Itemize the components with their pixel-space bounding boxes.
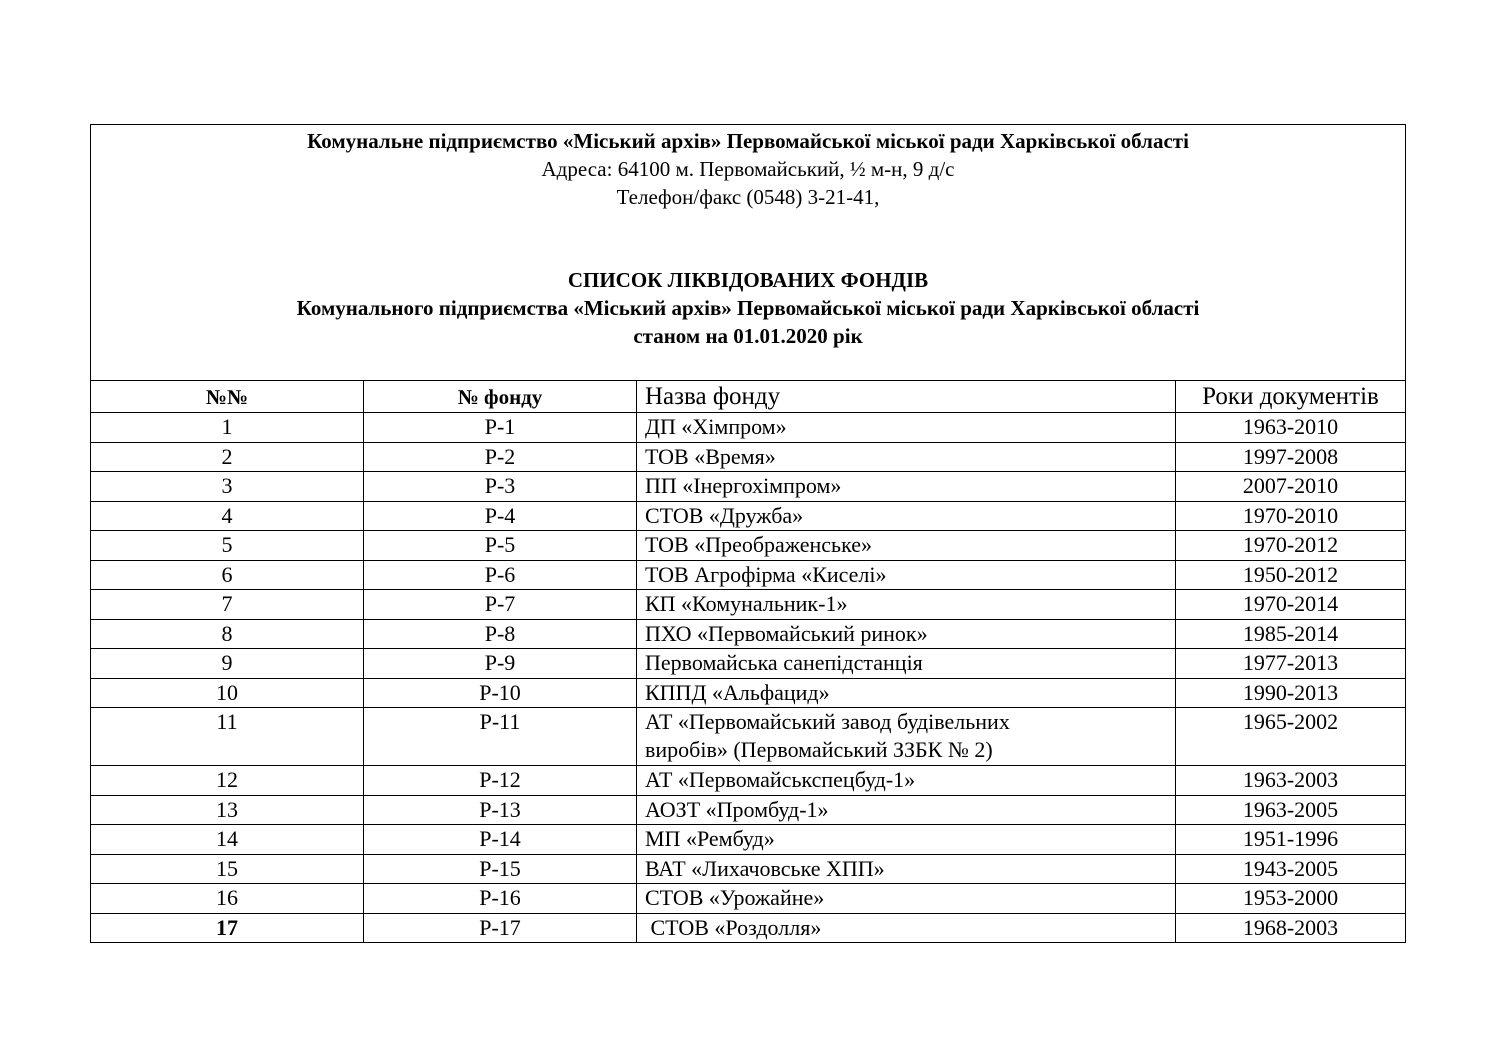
document-years: 1953-2000 [1176, 884, 1406, 914]
fund-number: Р-8 [364, 619, 637, 649]
document-years: 1963-2010 [1176, 413, 1406, 443]
fund-name: КППД «Альфацид» [637, 678, 1176, 708]
fund-name: СТОВ «Урожайне» [637, 884, 1176, 914]
row-number: 11 [91, 708, 364, 766]
column-header-number: №№ [91, 381, 364, 413]
row-number: 2 [91, 442, 364, 472]
fund-number: Р-10 [364, 678, 637, 708]
table-row [91, 619, 1405, 649]
row-number: 7 [91, 590, 364, 620]
row-number: 15 [91, 854, 364, 884]
fund-name: СТОВ «Роздолля» [637, 913, 1176, 942]
fund-name: СТОВ «Дружба» [637, 501, 1176, 531]
spacer [91, 211, 1405, 266]
document-years: 1997-2008 [1176, 442, 1406, 472]
fund-name-line: виробів» (Первомайський ЗЗБК № 2) [645, 737, 993, 762]
row-number: 5 [91, 531, 364, 561]
column-header-fund-name: Назва фонду [637, 381, 1176, 413]
row-number: 1 [91, 413, 364, 443]
fund-number: Р-11 [364, 708, 637, 766]
fund-number: Р-9 [364, 649, 637, 679]
table-row [91, 590, 1405, 620]
funds-table [91, 381, 1405, 942]
document-years: 1970-2012 [1176, 531, 1406, 561]
table-row [91, 825, 1405, 855]
document-frame [90, 124, 1406, 943]
row-number: 14 [91, 825, 364, 855]
fund-name: ТОВ «Время» [637, 442, 1176, 472]
document-years: 1963-2003 [1176, 766, 1406, 796]
row-number: 8 [91, 619, 364, 649]
fund-name-line: АТ «Первомайський завод будівельних [645, 709, 1010, 734]
fund-number: Р-3 [364, 472, 637, 502]
fund-number: Р-12 [364, 766, 637, 796]
table-row [91, 678, 1405, 708]
fund-name: ТОВ Агрофірма «Киселі» [637, 560, 1176, 590]
fund-number: Р-6 [364, 560, 637, 590]
fund-number: Р-15 [364, 854, 637, 884]
document-years: 1970-2010 [1176, 501, 1406, 531]
fund-name: МП «Рембуд» [637, 825, 1176, 855]
document-years: 1985-2014 [1176, 619, 1406, 649]
phone-line: Телефон/факс (0548) 3-21-41, [616, 185, 880, 209]
document-years: 1965-2002 [1176, 708, 1406, 766]
document-years: 1951-1996 [1176, 825, 1406, 855]
fund-name: АТ «Первомайськспецбуд-1» [637, 766, 1176, 796]
row-number: 10 [91, 678, 364, 708]
row-number: 16 [91, 884, 364, 914]
document-years: 1943-2005 [1176, 854, 1406, 884]
document-header [91, 125, 1405, 381]
table-row [91, 531, 1405, 561]
column-header-years: Роки документів [1176, 381, 1406, 413]
table-row [91, 708, 1405, 766]
row-number: 12 [91, 766, 364, 796]
table-row [91, 442, 1405, 472]
table-row [91, 560, 1405, 590]
fund-name: Первомайська санепідстанція [637, 649, 1176, 679]
fund-name [637, 708, 1176, 766]
date-line: станом на 01.01.2020 рік [633, 324, 863, 348]
row-number: 4 [91, 501, 364, 531]
fund-number: Р-1 [364, 413, 637, 443]
fund-number: Р-2 [364, 442, 637, 472]
document-years: 2007-2010 [1176, 472, 1406, 502]
document-years: 1963-2005 [1176, 795, 1406, 825]
row-number: 6 [91, 560, 364, 590]
row-number: 17 [91, 913, 364, 942]
fund-name: ПП «Інергохімпром» [637, 472, 1176, 502]
address-line: Адреса: 64100 м. Первомайський, ½ м-н, 9 д/с [541, 157, 955, 181]
table-row [91, 913, 1405, 942]
table-row [91, 795, 1405, 825]
table-row [91, 884, 1405, 914]
fund-number: Р-5 [364, 531, 637, 561]
organization-line: Комунальне підприємство «Міський архів» Первомайської міської ради Харківської області [307, 129, 1189, 153]
document-years: 1968-2003 [1242, 914, 1339, 940]
table-header-row [91, 381, 1405, 413]
document-title: СПИСОК ЛІКВІДОВАНИХ ФОНДІВ [567, 268, 929, 292]
document-years: 1977-2013 [1176, 649, 1406, 679]
fund-number: Р-17 [364, 913, 637, 942]
table-row [91, 472, 1405, 502]
fund-name: ПХО «Первомайський ринок» [637, 619, 1176, 649]
fund-name: КП «Комунальник-1» [637, 590, 1176, 620]
fund-name: ТОВ «Преображенське» [637, 531, 1176, 561]
row-number: 9 [91, 649, 364, 679]
document-years: 1950-2012 [1176, 560, 1406, 590]
table-row [91, 501, 1405, 531]
fund-number: Р-13 [364, 795, 637, 825]
document-subtitle: Комунального підприємства «Міський архів» Первомайської міської ради Харківської області [296, 296, 1200, 320]
row-number: 13 [91, 795, 364, 825]
table-row [91, 413, 1405, 443]
table-row [91, 649, 1405, 679]
document-years: 1990-2013 [1176, 678, 1406, 708]
column-header-fund-number: № фонду [364, 381, 637, 413]
fund-number: Р-16 [364, 884, 637, 914]
table-row [91, 854, 1405, 884]
fund-number: Р-4 [364, 501, 637, 531]
table-row [91, 766, 1405, 796]
fund-name: ВАТ «Лихачовське ХПП» [637, 854, 1176, 884]
fund-number: Р-7 [364, 590, 637, 620]
fund-name: АОЗТ «Промбуд-1» [637, 795, 1176, 825]
fund-name: ДП «Хімпром» [637, 413, 1176, 443]
fund-number: Р-14 [364, 825, 637, 855]
document-years: 1970-2014 [1176, 590, 1406, 620]
row-number: 3 [91, 472, 364, 502]
